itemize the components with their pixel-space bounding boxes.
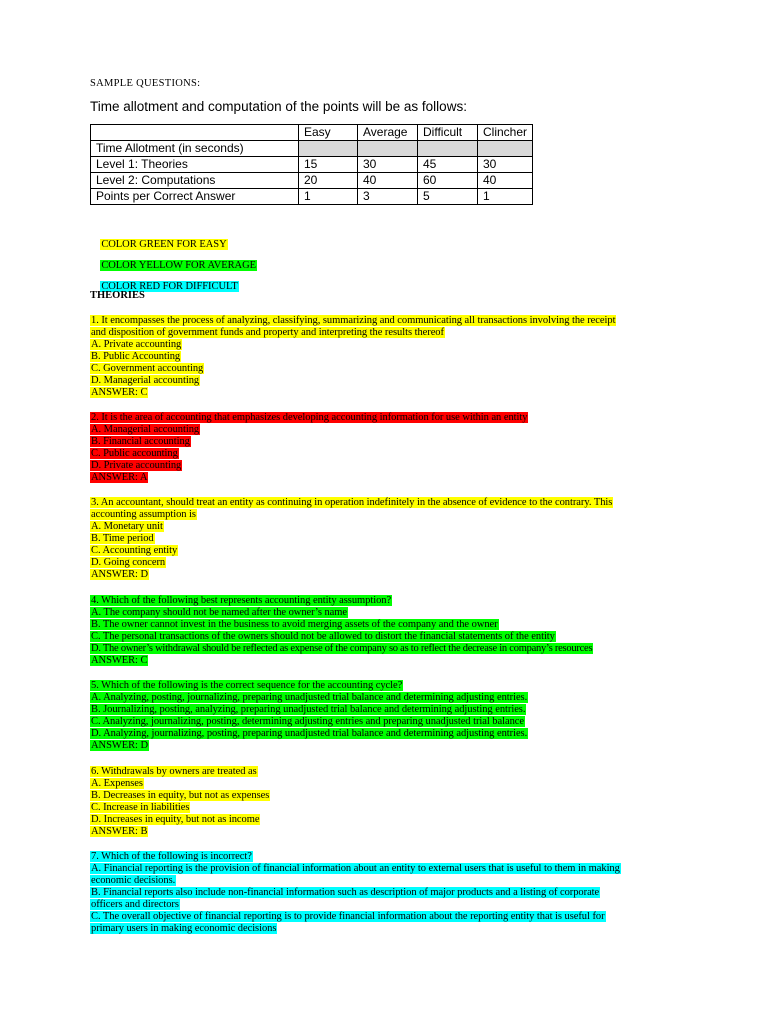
answer-text: ANSWER: D — [91, 569, 149, 580]
table-row — [91, 189, 533, 205]
choice-line — [90, 814, 260, 826]
choice-text: A. Private accounting — [91, 339, 182, 350]
choice-text: D. Analyzing, journalizing, posting, preparing unadjusted trial balance and determining adjusting entries. — [91, 728, 528, 739]
choice-line — [90, 716, 525, 728]
table-cell — [478, 141, 533, 157]
answer-line — [90, 655, 148, 667]
answer-text: ANSWER: D — [91, 740, 149, 751]
answer-line — [90, 387, 148, 399]
table-cell: 30 — [358, 157, 418, 173]
table-header-row — [91, 125, 533, 141]
table-header-cell: Easy — [299, 125, 358, 141]
choice-line — [90, 899, 180, 911]
answer-text: ANSWER: B — [91, 826, 148, 837]
choice-text: A. Financial reporting is the provision of financial information about an entity to external users that is useful to them in making — [91, 863, 620, 874]
choice-line — [90, 351, 181, 363]
table-cell: 30 — [478, 157, 533, 173]
table-cell: 1 — [478, 189, 533, 205]
points-table — [90, 124, 533, 205]
choice-line — [90, 887, 600, 899]
question-text: 4. Which of the following best represents accounting entity assumption? — [91, 595, 392, 606]
table-cell: 3 — [358, 189, 418, 205]
choice-text: A. Managerial accounting — [91, 424, 200, 435]
table-cell: 1 — [299, 189, 358, 205]
choice-text: C. Increase in liabilities — [91, 802, 190, 813]
table-header-cell: Average — [358, 125, 418, 141]
legend-text: COLOR GREEN FOR EASY — [101, 239, 227, 250]
choice-text: D. The owner’s withdrawal should be reflected as expense of the company so as to reflect the decrease in company’s resources — [91, 643, 593, 654]
choice-text: B. Journalizing, posting, analyzing, preparing unadjusted trial balance and determining adjusting entries. — [91, 704, 526, 715]
question-text: 3. An accountant, should treat an entity as continuing in operation indefinitely in the absence of evidence to the contrary. This — [91, 497, 613, 508]
choice-line — [90, 875, 176, 887]
table-cell: 40 — [358, 173, 418, 189]
choice-line — [90, 460, 182, 472]
choice-text: C. Public accounting — [91, 448, 178, 459]
choice-line — [90, 363, 204, 375]
choice-line — [90, 339, 182, 351]
table-cell: 5 — [418, 189, 478, 205]
answer-text: ANSWER: C — [91, 387, 148, 398]
table-cell: Time Allotment (in seconds) — [91, 141, 299, 157]
choice-line — [90, 728, 528, 740]
question-line — [90, 509, 197, 521]
answer-line — [90, 740, 149, 752]
choice-text: A. Monetary unit — [91, 521, 163, 532]
choice-line — [90, 692, 528, 704]
answer-line — [90, 569, 149, 581]
choice-line — [90, 521, 164, 533]
question-text: and disposition of government funds and property and interpreting the results thereof — [91, 327, 444, 338]
choice-text: A. Analyzing, posting, journalizing, preparing unadjusted trial balance and determining adjusting entries. — [91, 692, 528, 703]
theories-section-title: THEORIES — [90, 290, 145, 301]
choice-text: B. Financial reports also include non-financial information such as description of major products and a listing of corporate — [91, 887, 600, 898]
table-header-cell: Difficult — [418, 125, 478, 141]
choice-text: economic decisions. — [91, 875, 176, 886]
time-allotment-subheading: Time allotment and computation of the points will be as follows: — [90, 99, 467, 114]
table-cell: Level 1: Theories — [91, 157, 299, 173]
table-cell: 20 — [299, 173, 358, 189]
choice-line — [90, 607, 348, 619]
choice-line — [90, 923, 277, 935]
answer-text: ANSWER: C — [91, 655, 148, 666]
choice-line — [90, 631, 556, 643]
answer-text: ANSWER: A — [91, 472, 148, 483]
table-row — [91, 157, 533, 173]
table-cell: 60 — [418, 173, 478, 189]
question-line — [90, 766, 258, 778]
sample-questions-heading: SAMPLE QUESTIONS: — [90, 78, 201, 89]
choice-text: C. Accounting entity — [91, 545, 178, 556]
choice-line — [90, 863, 621, 875]
choice-text: D. Managerial accounting — [91, 375, 200, 386]
table-cell — [358, 141, 418, 157]
question-line — [90, 595, 392, 607]
choice-line — [90, 704, 526, 716]
question-text: 5. Which of the following is the correct sequence for the accounting cycle? — [91, 680, 403, 691]
choice-text: primary users in making economic decisions — [91, 923, 277, 934]
choice-text: A. Expenses — [91, 778, 143, 789]
choice-text: B. Public Accounting — [91, 351, 181, 362]
choice-text: B. Time period — [91, 533, 154, 544]
choice-text: C. The personal transactions of the owners should not be allowed to distort the financial statements of the entity — [91, 631, 555, 642]
choice-line — [90, 436, 191, 448]
question-text: 6. Withdrawals by owners are treated as — [91, 766, 257, 777]
question-text: accounting assumption is — [91, 509, 196, 520]
choice-text: C. Government accounting — [91, 363, 204, 374]
table-header-cell: Clincher — [478, 125, 533, 141]
question-text: 2. It is the area of accounting that emphasizes developing accounting information for use within an entity — [91, 412, 528, 423]
choice-line — [90, 790, 270, 802]
table-row — [91, 141, 533, 157]
question-line — [90, 412, 528, 424]
table-cell: 15 — [299, 157, 358, 173]
choice-line — [90, 802, 190, 814]
legend-text: COLOR RED FOR DIFFICULT — [101, 281, 238, 292]
choice-text: A. The company should not be named after the owner’s name — [91, 607, 347, 618]
answer-line — [90, 826, 148, 838]
question-text: 7. Which of the following is incorrect? — [91, 851, 252, 862]
choice-text: C. Analyzing, journalizing, posting, determining adjusting entries and preparing unadjusted trial balance — [91, 716, 525, 727]
table-cell: Level 2: Computations — [91, 173, 299, 189]
choice-line — [90, 911, 606, 923]
choice-text: B. Decreases in equity, but not as expenses — [91, 790, 270, 801]
choice-line — [90, 448, 179, 460]
table-header-cell — [91, 125, 299, 141]
question-line — [90, 327, 445, 339]
choice-line — [90, 557, 166, 569]
choice-line — [90, 375, 200, 387]
table-cell — [418, 141, 478, 157]
choice-line — [90, 778, 144, 790]
choice-text: C. The overall objective of financial reporting is to provide financial information about the reporting entity that is useful for — [91, 911, 605, 922]
choice-line — [90, 424, 200, 436]
choice-text: B. The owner cannot invest in the business to avoid merging assets of the company and the owner — [91, 619, 498, 630]
table-cell: Points per Correct Answer — [91, 189, 299, 205]
question-line — [90, 315, 616, 327]
legend-text: COLOR YELLOW FOR AVERAGE — [101, 260, 256, 271]
table-cell: 45 — [418, 157, 478, 173]
choice-text: B. Financial accounting — [91, 436, 190, 447]
choice-line — [90, 533, 155, 545]
question-text: 1. It encompasses the process of analyzing, classifying, summarizing and communicating all transactions involving the receipt — [91, 315, 616, 326]
choice-line — [90, 545, 178, 557]
choice-text: D. Increases in equity, but not as income — [91, 814, 260, 825]
table-cell: 40 — [478, 173, 533, 189]
question-line — [90, 680, 403, 692]
choice-text: D. Going concern — [91, 557, 166, 568]
choice-text: officers and directors — [91, 899, 179, 910]
question-line — [90, 851, 253, 863]
choice-text: D. Private accounting — [91, 460, 182, 471]
choice-line — [90, 643, 593, 655]
answer-line — [90, 472, 148, 484]
table-cell — [299, 141, 358, 157]
table-row — [91, 173, 533, 189]
question-line — [90, 497, 613, 509]
choice-line — [90, 619, 499, 631]
